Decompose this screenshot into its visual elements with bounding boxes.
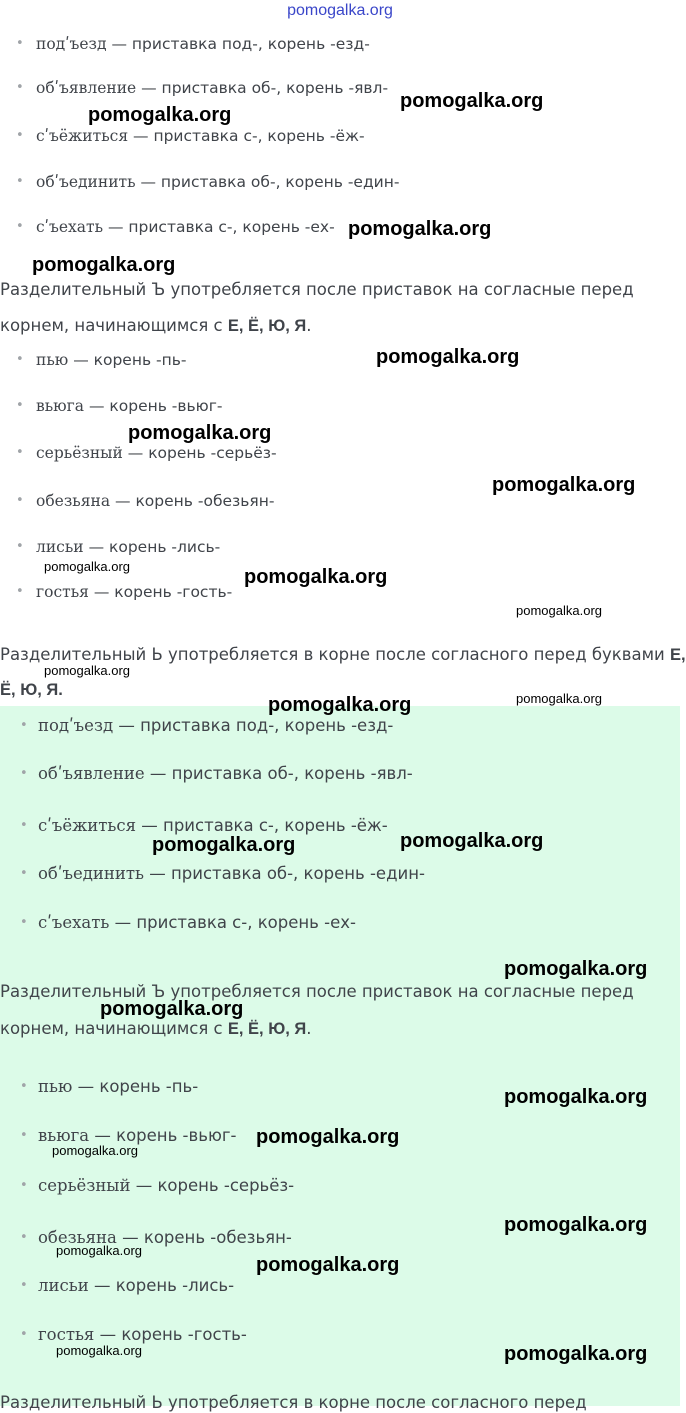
bullet: • bbox=[20, 915, 28, 930]
list-item: обʹъединить — приставка об-, корень -един- bbox=[38, 864, 425, 883]
list-item: сʹъехать — приставка с-, корень -ех- bbox=[38, 913, 356, 932]
list-item: пью — корень -пь- bbox=[38, 1077, 199, 1096]
watermark: pomogalka.org bbox=[492, 474, 636, 496]
bullet: • bbox=[20, 1230, 28, 1245]
bullet: • bbox=[20, 766, 28, 781]
watermark: pomogalka.org bbox=[400, 90, 544, 112]
rule-paragraph-line: Разделительный Ь употребляется в корне после согласного перед буквами Е, bbox=[0, 645, 686, 664]
list-item: лисьи — корень -лись- bbox=[38, 1276, 235, 1295]
list-item: серьёзный — корень -серьёз- bbox=[36, 444, 277, 462]
rule-paragraph-line: Разделительный Ь употребляется в корне после согласного перед bbox=[0, 1393, 587, 1412]
bullet: • bbox=[16, 445, 24, 460]
watermark: pomogalka.org bbox=[56, 1243, 142, 1258]
list-item: подʹъезд — приставка под-, корень -езд- bbox=[36, 35, 370, 53]
watermark: pomogalka.org bbox=[88, 104, 232, 126]
watermark: pomogalka.org bbox=[516, 691, 602, 706]
bullet: • bbox=[16, 128, 24, 143]
list-item: лисьи — корень -лись- bbox=[36, 538, 221, 556]
watermark: pomogalka.org bbox=[56, 1343, 142, 1358]
watermark: pomogalka.org bbox=[52, 1143, 138, 1158]
list-item: гостья — корень -гость- bbox=[36, 583, 233, 601]
list-item: обезьяна — корень -обезьян- bbox=[38, 1228, 292, 1247]
watermark: pomogalka.org bbox=[128, 422, 272, 444]
watermark: pomogalka.org bbox=[100, 998, 244, 1020]
watermark: pomogalka.org bbox=[504, 1214, 648, 1236]
list-item: обʹъявление — приставка об-, корень -явл- bbox=[36, 79, 389, 97]
watermark: pomogalka.org bbox=[504, 1086, 648, 1108]
bullet: • bbox=[20, 1278, 28, 1293]
watermark: pomogalka.org bbox=[504, 1343, 648, 1365]
watermark: pomogalka.org bbox=[268, 694, 412, 716]
list-item: обʹъединить — приставка об-, корень -един- bbox=[36, 173, 400, 191]
watermark: pomogalka.org bbox=[244, 566, 388, 588]
bullet: • bbox=[20, 1327, 28, 1342]
watermark: pomogalka.org bbox=[44, 559, 130, 574]
bullet: • bbox=[16, 493, 24, 508]
watermark: pomogalka.org bbox=[256, 1126, 400, 1148]
bullet: • bbox=[16, 36, 24, 51]
list-item: вьюга — корень -вьюг- bbox=[36, 397, 223, 415]
watermark: pomogalka.org bbox=[516, 603, 602, 618]
watermark: pomogalka.org bbox=[348, 218, 492, 240]
rule-paragraph-line: корнем, начинающимся с Е, Ё, Ю, Я. bbox=[0, 1019, 312, 1038]
bullet: • bbox=[16, 584, 24, 599]
list-item: обʹъявление — приставка об-, корень -явл- bbox=[38, 764, 413, 783]
rule-paragraph-line: Разделительный Ъ употребляется после приставок на согласные перед bbox=[0, 280, 634, 299]
list-item: подʹъезд — приставка под-, корень -езд- bbox=[38, 716, 394, 735]
green-answer-panel bbox=[0, 706, 680, 1406]
bullet: • bbox=[20, 866, 28, 881]
list-item: гостья — корень -гость- bbox=[38, 1325, 247, 1344]
rule-paragraph-line: Ё, Ю, Я. bbox=[0, 681, 63, 699]
bullet: • bbox=[20, 1128, 28, 1143]
watermark: pomogalka.org bbox=[376, 346, 520, 368]
bullet: • bbox=[16, 219, 24, 234]
watermark: pomogalka.org bbox=[152, 834, 296, 856]
watermark: pomogalka.org bbox=[44, 663, 130, 678]
watermark: pomogalka.org bbox=[504, 958, 648, 980]
bullet: • bbox=[16, 398, 24, 413]
watermark: pomogalka.org bbox=[400, 830, 544, 852]
list-item: обезьяна — корень -обезьян- bbox=[36, 492, 275, 510]
bullet: • bbox=[20, 818, 28, 833]
bullet: • bbox=[20, 718, 28, 733]
bullet: • bbox=[20, 1178, 28, 1193]
list-item: пью — корень -пь- bbox=[36, 351, 187, 369]
list-item: сʹъёжиться — приставка с-, корень -ёж- bbox=[38, 816, 388, 835]
bullet: • bbox=[16, 174, 24, 189]
list-item: вьюга — корень -вьюг- bbox=[38, 1126, 237, 1145]
rule-paragraph-line: Разделительный Ъ употребляется после приставок на согласные перед bbox=[0, 982, 634, 1001]
bullet: • bbox=[20, 1079, 28, 1094]
header-watermark: pomogalka.org bbox=[287, 2, 393, 19]
bullet: • bbox=[16, 80, 24, 95]
list-item: сʹъёжиться — приставка с-, корень -ёж- bbox=[36, 127, 365, 145]
list-item: серьёзный — корень -серьёз- bbox=[38, 1176, 295, 1195]
list-item: сʹъехать — приставка с-, корень -ех- bbox=[36, 218, 335, 236]
watermark: pomogalka.org bbox=[256, 1254, 400, 1276]
bullet: • bbox=[16, 352, 24, 367]
rule-paragraph-line: корнем, начинающимся с Е, Ё, Ю, Я. bbox=[0, 316, 312, 335]
watermark: pomogalka.org bbox=[32, 254, 176, 276]
bullet: • bbox=[16, 539, 24, 554]
